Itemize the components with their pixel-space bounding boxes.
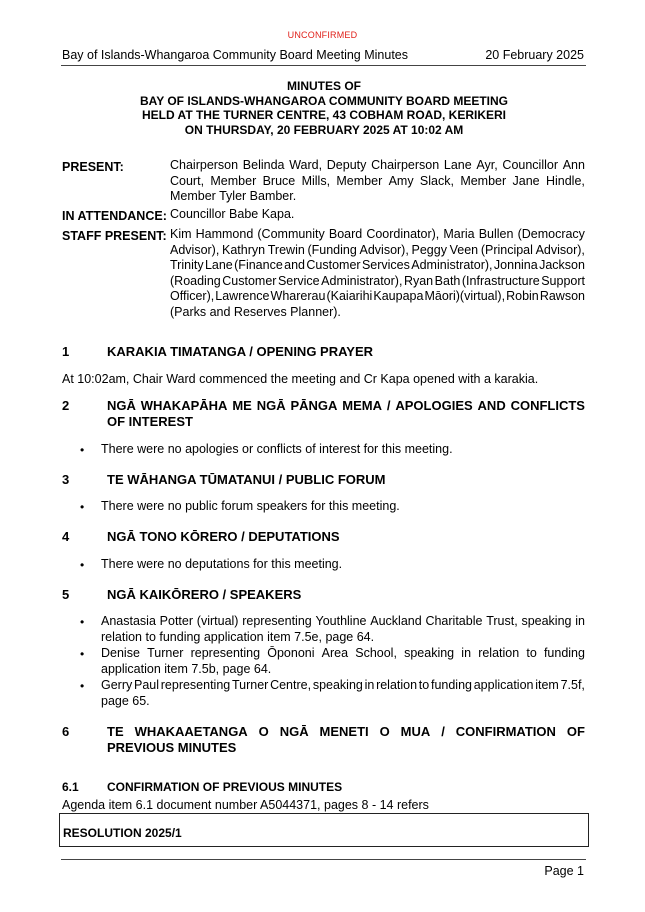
word: / (386, 398, 391, 413)
word: Bruce (262, 173, 296, 188)
word: Court, (170, 173, 205, 188)
word: Board (328, 227, 363, 241)
staff-present-list (170, 227, 585, 320)
bullet-icon: • (80, 647, 85, 661)
word: ME (232, 398, 252, 413)
word: Veen (449, 242, 479, 257)
word: (Infrastructure (461, 273, 540, 288)
word: Lawrence (215, 289, 270, 303)
word: Mills, (301, 173, 331, 188)
section-6-title-line: PREVIOUS MINUTES (107, 740, 237, 755)
word: (virtual) (196, 614, 239, 628)
word: WHAKAPĀHA (140, 398, 228, 413)
section-2-title-line: OF INTEREST (107, 414, 193, 429)
word: (Roading (170, 273, 221, 288)
word: PĀNGA (290, 398, 338, 413)
word: CONFLICTS (510, 398, 585, 413)
word: 7.5f, (560, 678, 585, 692)
word: Ann (562, 158, 585, 172)
word: to (526, 646, 537, 660)
word: representing (242, 614, 312, 628)
word: (Democracy (517, 227, 585, 241)
bullet-icon: • (80, 443, 85, 457)
word: Ōpononi (267, 646, 315, 660)
word: / (441, 724, 445, 739)
word: MENETI (319, 724, 369, 739)
document-header-date: 20 February 2025 (485, 48, 584, 62)
section-4-number: 4 (62, 529, 70, 544)
word: Customer (222, 273, 277, 288)
present-line (170, 158, 585, 174)
word: Jackson (539, 258, 585, 272)
word: Auckland (370, 614, 422, 628)
page-number: Page 1 (544, 864, 584, 878)
word: Youthline (315, 614, 367, 628)
word: NGĀ (279, 724, 309, 739)
word: and (284, 258, 306, 272)
word: Trinity (170, 258, 204, 272)
word: speaking (404, 646, 455, 660)
word: (Funding (307, 242, 357, 257)
resolution-label: RESOLUTION 2025/1 (63, 826, 182, 840)
present-list (170, 158, 585, 205)
present-line: Member Tyler Bamber. (170, 189, 297, 203)
word: Ryan (403, 273, 434, 288)
in-attendance-text: Councillor Babe Kapa. (170, 207, 295, 221)
word: Administrator), (321, 273, 403, 288)
word: Member (210, 173, 257, 188)
word: (Finance (234, 258, 283, 272)
word: Lane (204, 258, 233, 272)
word: Service (277, 273, 320, 288)
word: Administrator), (411, 258, 493, 272)
staff-line (170, 243, 585, 259)
word: Turner (231, 678, 269, 692)
word: Amy (388, 173, 414, 188)
word: relation (478, 646, 520, 660)
section-2-bullet: There were no apologies or conflicts of interest for this meeting. (101, 442, 453, 456)
word: Bath (434, 273, 461, 288)
speaker-line: application item 7.5b, page 64. (101, 661, 272, 676)
unconfirmed-status: UNCONFIRMED (287, 30, 358, 40)
word: in (461, 646, 472, 660)
word: Denise (101, 646, 140, 660)
present-line (170, 174, 585, 190)
word: (Community (257, 227, 325, 241)
word: Trust, (486, 614, 518, 628)
word: Kim (170, 227, 192, 241)
word: Member (336, 173, 383, 188)
word: Paul (133, 678, 160, 692)
word: Officer), (170, 289, 215, 303)
word: Wharerau (270, 289, 326, 303)
word: speaking (521, 614, 572, 628)
in-attendance-label: IN ATTENDANCE: (62, 209, 167, 223)
section-3-bullet: There were no public forum speakers for this meeting. (101, 499, 400, 513)
word: speaking (312, 678, 363, 692)
section-4-bullet: There were no deputations for this meeting. (101, 557, 343, 571)
word: Advisor), (170, 242, 220, 257)
section-4-title: NGĀ TONO KŌRERO / DEPUTATIONS (107, 529, 340, 544)
word: Ayr, (476, 158, 498, 172)
speaker-item (101, 678, 585, 709)
staff-line (170, 274, 585, 290)
word: Turner (147, 646, 184, 660)
word: Charitable (425, 614, 483, 628)
word: Hindle, (545, 173, 585, 188)
minutes-title (62, 79, 586, 137)
word: Trewin (267, 242, 305, 257)
word: MUA (400, 724, 431, 739)
word: MEMA (342, 398, 382, 413)
word: O (379, 724, 390, 739)
word: Member (460, 173, 507, 188)
word: Centre, (270, 678, 312, 692)
section-5-number: 5 (62, 587, 70, 602)
section-6-title (107, 724, 585, 756)
bullet-icon: • (80, 679, 85, 693)
word: Chairperson (170, 158, 239, 172)
section-1-text: At 10:02am, Chair Ward commenced the meeting and Cr Kapa opened with a karakia. (62, 372, 539, 386)
word: Hammond (195, 227, 254, 241)
title-line: ON THURSDAY, 20 FEBRUARY 2025 AT 10:02 AM (184, 122, 464, 137)
word: NGĀ (107, 398, 136, 413)
section-1-number: 1 (62, 344, 70, 359)
word: Advisor), (535, 242, 585, 257)
word: Kaupapa (373, 289, 424, 303)
word: Anastasia (101, 614, 156, 628)
word: relation (376, 678, 418, 692)
section-3-title: TE WĀHANGA TŪMATANUI / PUBLIC FORUM (107, 472, 386, 487)
document-header-title: Bay of Islands-Whangaroa Community Board Meeting Minutes (62, 48, 408, 62)
word: Gerry (101, 678, 133, 692)
section-1-title: KARAKIA TIMATANGA / OPENING PRAYER (107, 344, 374, 359)
staff-line (170, 227, 585, 243)
word: OF (566, 724, 585, 739)
word: Coordinator), (366, 227, 440, 241)
staff-line (170, 258, 585, 274)
word: Ward, (289, 158, 323, 172)
word: TE (107, 724, 124, 739)
word: in (364, 678, 375, 692)
word: NGĀ (256, 398, 286, 413)
word: item (535, 678, 559, 692)
word: Slack, (419, 173, 454, 188)
speaker-line: page 65. (101, 693, 150, 708)
subsection-6-1-title: CONFIRMATION OF PREVIOUS MINUTES (107, 780, 343, 794)
bullet-icon: • (80, 558, 85, 572)
speaker-item (101, 646, 585, 677)
word: (Principal (480, 242, 533, 257)
word: APOLOGIES (395, 398, 473, 413)
staff-present-label: STAFF PRESENT: (62, 229, 167, 243)
word: Chairperson (371, 158, 440, 172)
header-divider (61, 65, 586, 66)
word: Customer (306, 258, 361, 272)
word: Peggy (411, 242, 447, 257)
agenda-reference: Agenda item 6.1 document number A5044371, pages 8 - 14 refers (62, 798, 429, 812)
word: Advisor), (359, 242, 409, 257)
word: Maria (443, 227, 475, 241)
section-3-number: 3 (62, 472, 70, 487)
word: Belinda (242, 158, 285, 172)
word: AND (477, 398, 506, 413)
word: Councillor (502, 158, 559, 172)
word: School, (355, 646, 397, 660)
word: O (258, 724, 269, 739)
section-2-title (107, 398, 585, 430)
title-line: HELD AT THE TURNER CENTRE, 43 COBHAM ROAD, KERIKERI (141, 108, 506, 122)
speaker-line: relation to funding application item 7.5e, page 64. (101, 629, 375, 644)
word: (Kaiarihi (326, 289, 373, 303)
word: funding (430, 678, 472, 692)
word: representing (160, 678, 231, 692)
word: Services (361, 258, 410, 272)
word: funding (543, 646, 585, 660)
word: Robin (506, 289, 539, 303)
speaker-item (101, 614, 585, 645)
subsection-6-1-number: 6.1 (62, 780, 79, 794)
word: Potter (159, 614, 194, 628)
word: Jonnina (493, 258, 538, 272)
word: CONFIRMATION (455, 724, 556, 739)
section-2-number: 2 (62, 398, 70, 413)
word: WHAKAAETANGA (134, 724, 248, 739)
staff-line (170, 289, 585, 305)
title-line: BAY OF ISLANDS-WHANGAROA COMMUNITY BOARD MEETING (139, 93, 508, 108)
word: Lane (443, 158, 472, 172)
word: representing (190, 646, 261, 660)
word: Kathryn (222, 242, 266, 257)
present-label: PRESENT: (62, 160, 124, 174)
footer-divider (61, 859, 586, 860)
section-6-number: 6 (62, 724, 70, 739)
word: Māori)(virtual), (424, 289, 506, 303)
bullet-icon: • (80, 500, 85, 514)
word: in (575, 614, 585, 628)
bullet-icon: • (80, 615, 85, 629)
word: Support (541, 273, 585, 288)
word: Deputy (326, 158, 367, 172)
word: application (473, 678, 534, 692)
word: Area (321, 646, 349, 660)
word: Rawson (539, 289, 585, 303)
word: to (418, 678, 430, 692)
staff-line: (Parks and Reserves Planner). (170, 304, 341, 319)
word: Bullen (478, 227, 514, 241)
word: Jane (512, 173, 540, 188)
title-line: MINUTES OF (287, 79, 361, 93)
section-5-title: NGĀ KAIKŌRERO / SPEAKERS (107, 587, 302, 602)
